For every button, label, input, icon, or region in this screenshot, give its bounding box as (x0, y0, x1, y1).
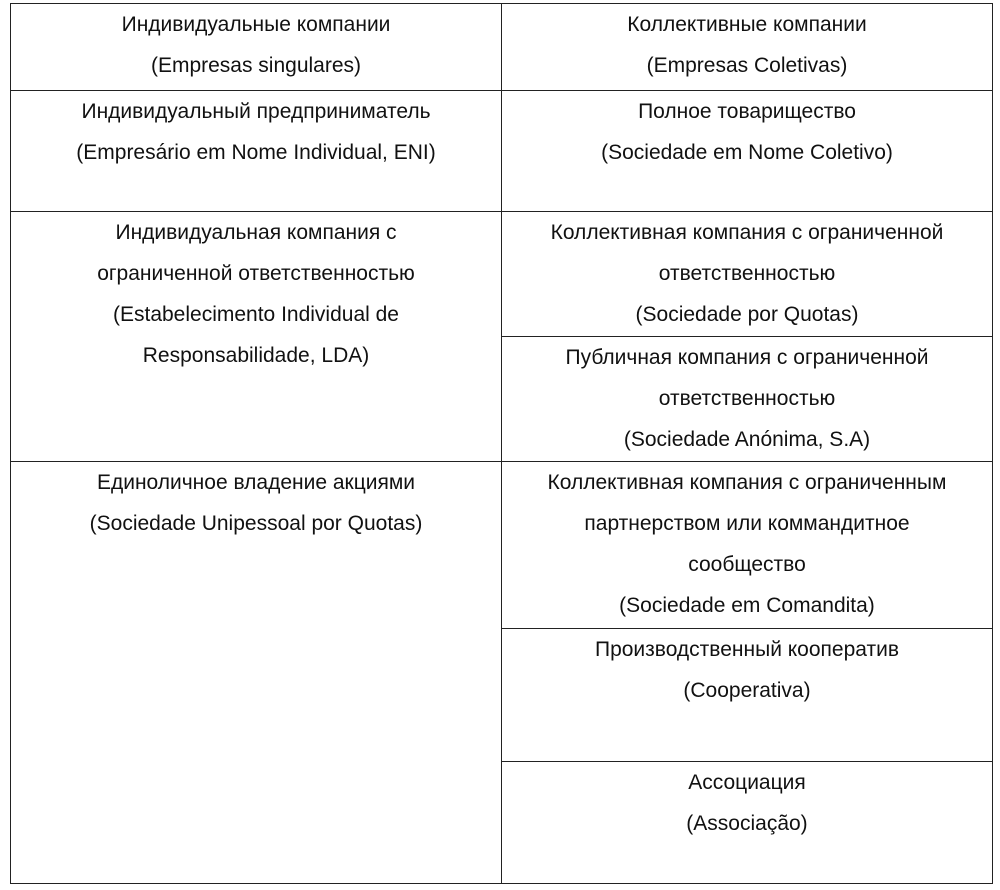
associacao-pt: (Associação) (686, 812, 808, 835)
eni-pt: (Empresário em Nome Individual, ENI) (76, 141, 436, 164)
anonima-pt: (Sociedade Anónima, S.A) (623, 428, 871, 451)
quotas-pt: (Sociedade por Quotas) (635, 303, 859, 326)
table-row (11, 462, 993, 629)
table-row (11, 212, 993, 337)
header-cell-collective (502, 4, 993, 91)
eirl-ru-line2: ограниченной ответственностью (97, 262, 415, 285)
unipessoal-ru: Единоличное владение акциями (96, 471, 416, 494)
eirl-ru-line1: Индивидуальная компания с (115, 221, 397, 244)
header-individual-ru: Индивидуальные компании (121, 13, 391, 36)
header-row (11, 4, 993, 91)
eirl-pt-line1: (Estabelecimento Individual de (112, 303, 399, 326)
cell-anonima (502, 337, 993, 462)
unipessoal-pt: (Sociedade Unipessoal por Quotas) (89, 512, 423, 535)
quotas-ru-line2: ответственностью (658, 262, 836, 285)
cell-quotas (502, 212, 993, 337)
header-collective-ru: Коллективные компании (627, 13, 867, 36)
comandita-ru-line2: партнерством или коммандитное (584, 512, 910, 535)
table-row (11, 91, 993, 212)
quotas-ru-line1: Коллективная компания с ограниченной (550, 221, 944, 244)
anonima-ru-line1: Публичная компания с ограниченной (565, 346, 929, 369)
company-types-table (10, 3, 993, 884)
anonima-ru-line2: ответственностью (658, 387, 836, 410)
cooperativa-pt: (Cooperativa) (683, 679, 811, 702)
header-individual-pt: (Empresas singulares) (150, 54, 362, 77)
cell-associacao (502, 762, 993, 884)
cell-unipessoal (11, 462, 502, 884)
comandita-ru-line1: Коллективная компания с ограниченным (547, 471, 947, 494)
cell-snc (502, 91, 993, 212)
cell-comandita (502, 462, 993, 629)
eni-ru: Индивидуальный предприниматель (81, 100, 431, 123)
cell-eirl (11, 212, 502, 462)
cooperativa-ru: Производственный кооператив (594, 638, 899, 661)
snc-pt: (Sociedade em Nome Coletivo) (601, 141, 893, 164)
header-collective-pt: (Empresas Coletivas) (646, 54, 848, 77)
comandita-ru-line3: сообщество (688, 553, 806, 576)
header-cell-individual (11, 4, 502, 91)
snc-ru: Полное товарищество (638, 100, 856, 123)
comandita-pt: (Sociedade em Comandita) (619, 594, 875, 617)
associacao-ru: Ассоциация (688, 771, 806, 794)
eirl-pt-line2: Responsabilidade, LDA) (142, 344, 370, 367)
cell-eni (11, 91, 502, 212)
cell-cooperativa (502, 629, 993, 762)
